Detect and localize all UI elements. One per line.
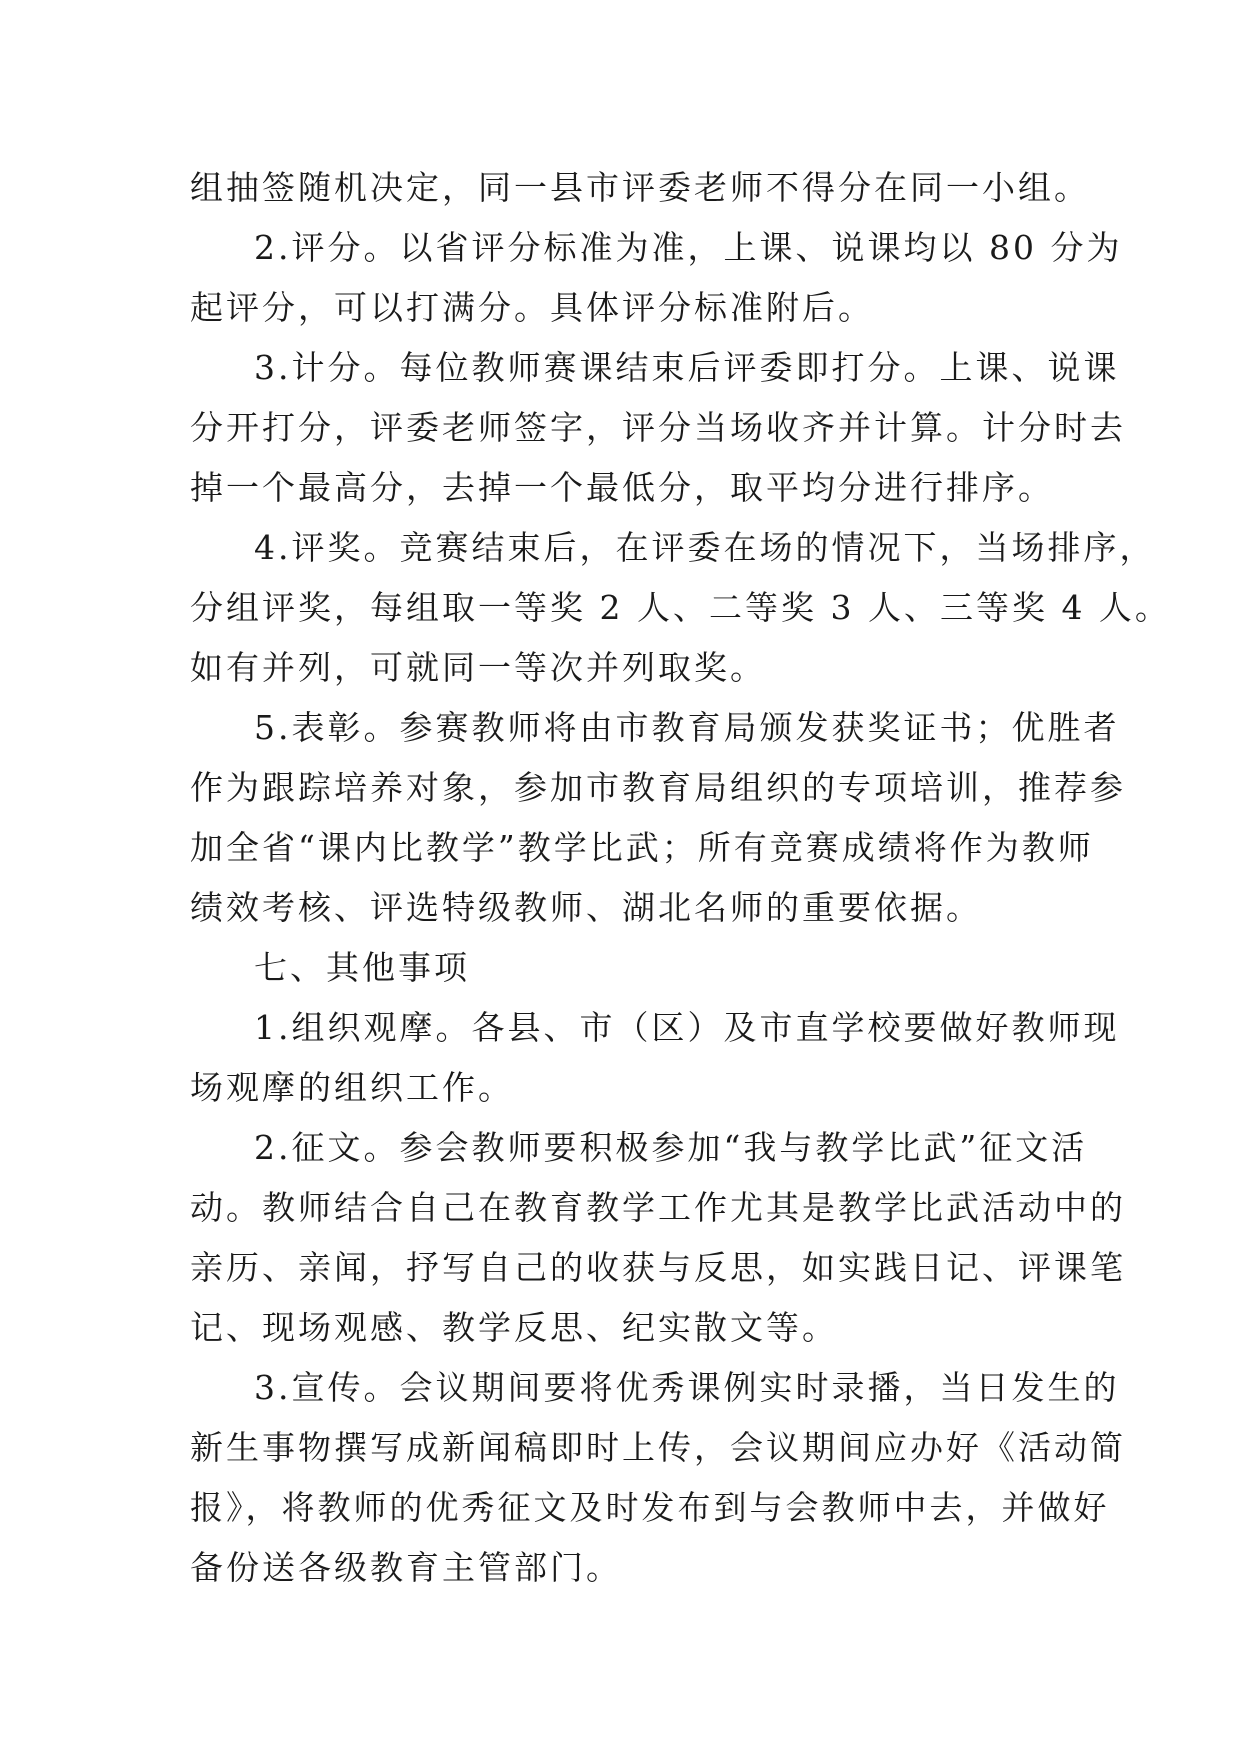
section-heading: 七、其他事项 <box>254 948 470 987</box>
text-line: 亲历、亲闻，抒写自己的收获与反思，如实践日记、评课笔 <box>190 1248 1126 1287</box>
text-line: 如有并列，可就同一等次并列取奖。 <box>190 648 766 687</box>
text-line: 分组评奖，每组取一等奖 2 人、二等奖 3 人、三等奖 4 人。 <box>190 588 1171 627</box>
text-line: 场观摩的组织工作。 <box>190 1068 514 1107</box>
text-line: 1.组织观摩。各县、市（区）及市直学校要做好教师现 <box>254 1008 1120 1047</box>
document-page <box>190 158 1171 1598</box>
text-line: 3.宣传。会议期间要将优秀课例实时录播，当日发生的 <box>254 1368 1120 1407</box>
text-line: 掉一个最高分，去掉一个最低分，取平均分进行排序。 <box>190 468 1054 507</box>
text-line: 备份送各级教育主管部门。 <box>190 1548 622 1587</box>
text-line: 2.评分。以省评分标准为准，上课、说课均以 80 分为 <box>254 228 1123 267</box>
text-line: 加全省“课内比教学”教学比武；所有竞赛成绩将作为教师 <box>190 828 1094 867</box>
text-line: 分开打分，评委老师签字，评分当场收齐并计算。计分时去 <box>190 408 1126 447</box>
text-line: 4.评奖。竞赛结束后，在评委在场的情况下，当场排序， <box>254 528 1156 567</box>
text-line: 动。教师结合自己在教育教学工作尤其是教学比武活动中的 <box>190 1188 1126 1227</box>
text-line: 绩效考核、评选特级教师、湖北名师的重要依据。 <box>190 888 982 927</box>
text-line: 新生事物撰写成新闻稿即时上传，会议期间应办好《活动简 <box>190 1428 1126 1467</box>
text-line: 3.计分。每位教师赛课结束后评委即打分。上课、说课 <box>254 348 1120 387</box>
text-line: 组抽签随机决定，同一县市评委老师不得分在同一小组。 <box>190 168 1090 207</box>
text-line: 报》，将教师的优秀征文及时发布到与会教师中去，并做好 <box>190 1488 1110 1527</box>
text-line: 作为跟踪培养对象，参加市教育局组织的专项培训，推荐参 <box>190 768 1126 807</box>
text-line: 记、现场观感、教学反思、纪实散文等。 <box>190 1308 838 1347</box>
text-line: 起评分，可以打满分。具体评分标准附后。 <box>190 288 874 327</box>
text-line: 5.表彰。参赛教师将由市教育局颁发获奖证书；优胜者 <box>254 708 1120 747</box>
text-line: 2.征文。参会教师要积极参加“我与教学比武”征文活 <box>254 1128 1088 1167</box>
